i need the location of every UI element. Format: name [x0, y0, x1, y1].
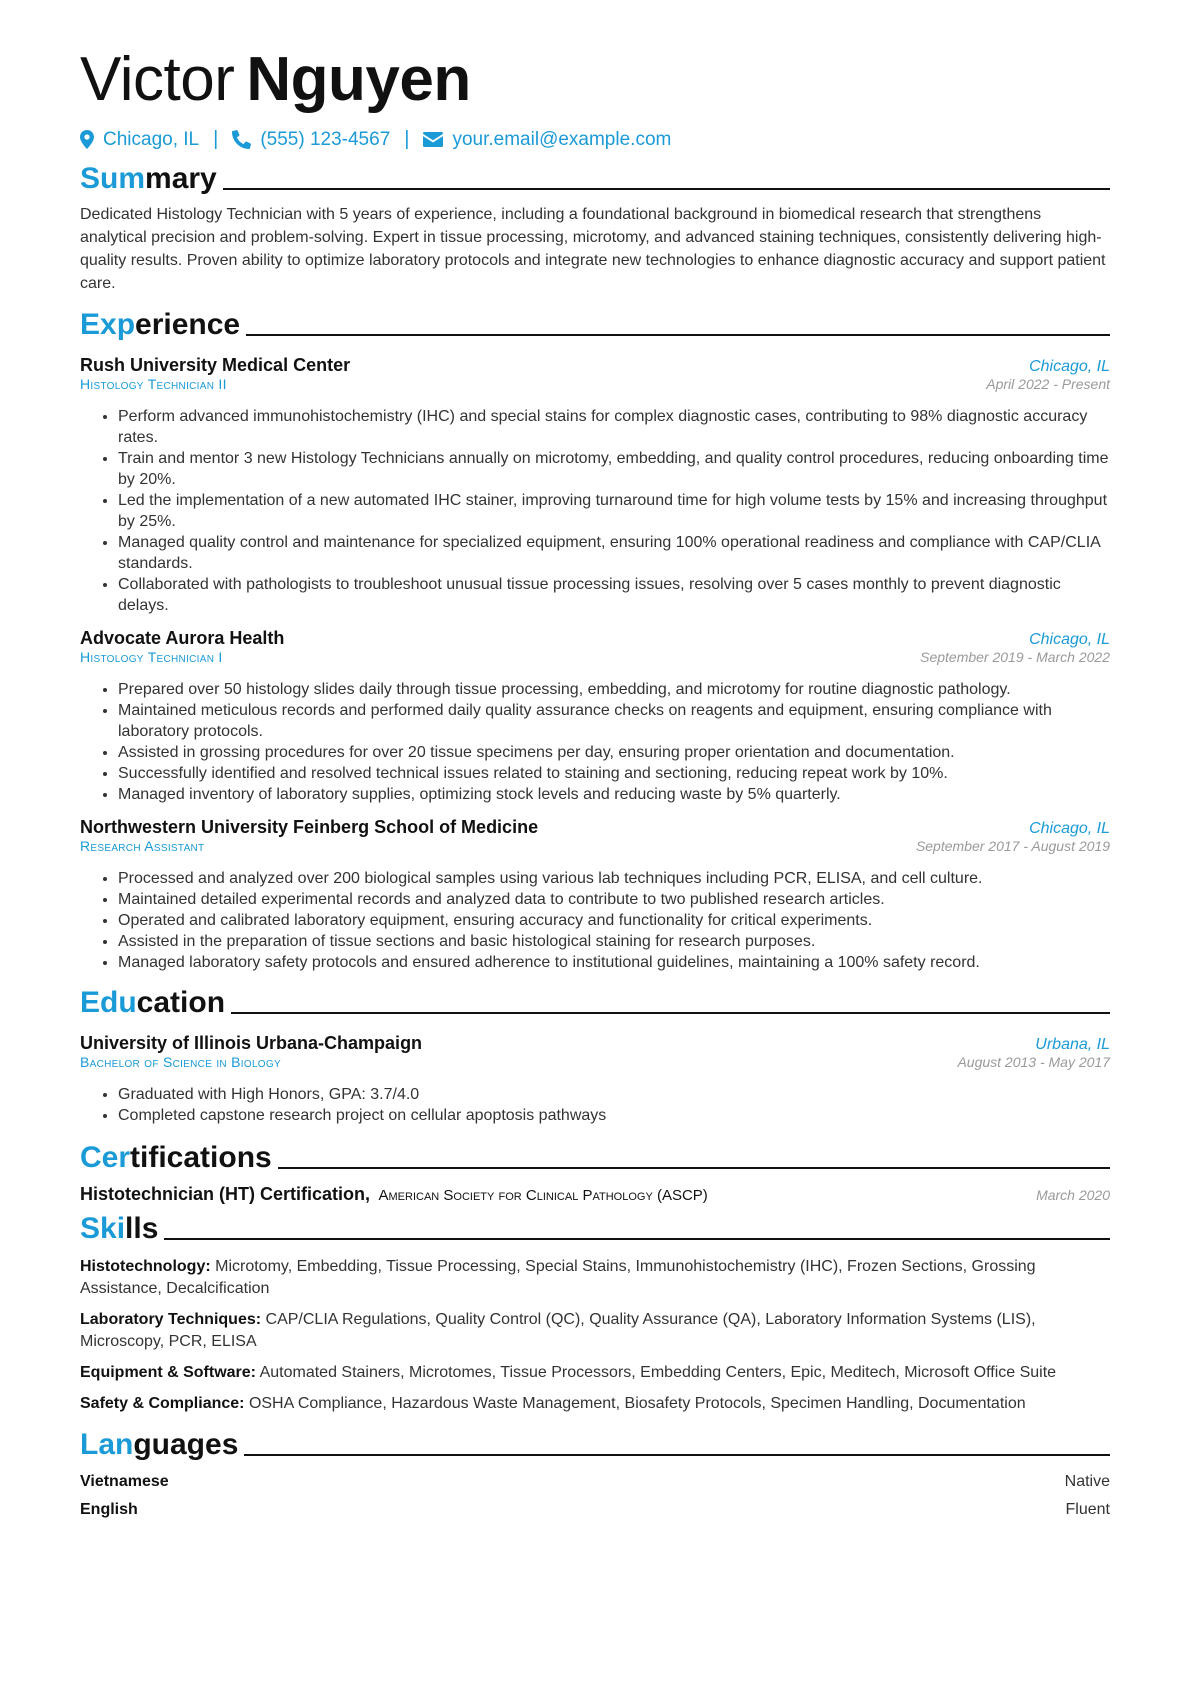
job-location: Chicago, IL [1029, 631, 1110, 648]
certifications-section-heading [80, 1140, 1110, 1176]
bullet-item: • Managed inventory of laboratory supplies, optimizing stock levels and reducing waste by 5% quarterly. [118, 784, 1110, 805]
skill-values: Automated Stainers, Microtomes, Tissue Processors, Embedding Centers, Epic, Meditech, Microsoft Office Suite [259, 1364, 1057, 1381]
section-title: Summary [80, 162, 217, 195]
languages-section-heading [80, 1427, 1110, 1463]
employer-name: Northwestern University Feinberg School of Medicine [80, 817, 539, 837]
language-level: Fluent [1065, 1501, 1110, 1518]
section-rule [244, 1454, 1110, 1456]
education-entry [80, 1033, 1110, 1126]
section-rule [246, 334, 1110, 336]
bullet-item: • Train and mentor 3 new Histology Technicians annually on microtomy, embedding, and quality control procedures, reducing onboarding time by 20%. [118, 448, 1110, 490]
email-text: your.email@example.com [452, 128, 672, 150]
bullet-item: • Completed capstone research project on cellular apoptosis pathways [118, 1105, 1110, 1126]
job-title: Histology Technician I [80, 649, 223, 665]
job-bullets [80, 868, 1110, 973]
section-title: Experience [80, 308, 241, 341]
bullet-item: • Managed quality control and maintenance for specialized equipment, ensuring 100% operational readiness and compliance with CAP/CLIA standards. [118, 532, 1110, 574]
certification-date: March 2020 [1036, 1187, 1110, 1203]
candidate-name [80, 44, 1110, 116]
skills-section-heading [80, 1211, 1110, 1247]
bullet-item: • Led the implementation of a new automated IHC stainer, improving turnaround time for high volume tests by 15% and increasing throughput by 25%. [118, 490, 1110, 532]
contact-email[interactable] [423, 129, 671, 151]
section-title: Skills [80, 1212, 159, 1245]
job-dates: September 2019 - March 2022 [920, 649, 1110, 665]
map-pin-icon [80, 130, 94, 149]
bullet-item: • Maintained detailed experimental records and analyzed data to contribute to two published research articles. [118, 889, 1110, 910]
bullet-item: • Managed laboratory safety protocols and ensured adherence to institutional guidelines, maintaining a 100% safety record. [118, 952, 1110, 973]
skill-line [80, 1362, 1110, 1384]
section-title: Certifications [80, 1141, 272, 1174]
job-location: Chicago, IL [1029, 358, 1110, 375]
contact-phone[interactable] [232, 129, 390, 151]
school-location: Urbana, IL [1035, 1036, 1110, 1053]
employer-name: Rush University Medical Center [80, 355, 351, 375]
education-section-heading [80, 985, 1110, 1021]
employer-name: Advocate Aurora Health [80, 628, 285, 648]
section-rule [231, 1012, 1110, 1014]
contact-separator: | [213, 128, 219, 150]
certification-issuer: American Society for Clinical Pathology (ASCP) [378, 1187, 708, 1204]
bullet-item: • Assisted in the preparation of tissue sections and basic histological staining for research purposes. [118, 931, 1110, 952]
experience-section-heading [80, 307, 1110, 343]
contact-bar [80, 128, 1110, 151]
section-rule [164, 1238, 1110, 1240]
certification-entry [80, 1184, 1110, 1205]
skill-line [80, 1256, 1110, 1300]
skill-values: CAP/CLIA Regulations, Quality Control (QC), Quality Assurance (QA), Laboratory Information Systems (LIS), Microscopy, PCR, ELISA [80, 1311, 1036, 1350]
education-bullets [80, 1084, 1110, 1126]
skill-line [80, 1393, 1110, 1415]
certification-comma: , [365, 1184, 371, 1204]
job-title: Research Assistant [80, 838, 205, 854]
skill-category: Equipment & Software: [80, 1364, 257, 1381]
job-title: Histology Technician II [80, 376, 227, 392]
bullet-item: • Maintained meticulous records and performed daily quality assurance checks on reagents and equipment, ensuring compliance with laboratory protocols. [118, 700, 1110, 742]
bullet-item: • Graduated with High Honors, GPA: 3.7/4.0 [118, 1084, 1110, 1105]
section-title: Education [80, 986, 226, 1019]
section-rule [278, 1167, 1110, 1169]
bullet-item: • Assisted in grossing procedures for over 20 tissue specimens per day, ensuring proper orientation and documentation. [118, 742, 1110, 763]
section-rule [223, 188, 1110, 190]
job-entry [80, 355, 1110, 616]
skill-line [80, 1309, 1110, 1353]
skill-values: OSHA Compliance, Hazardous Waste Management, Biosafety Protocols, Specimen Handling, Documentation [248, 1395, 1026, 1412]
language-row [80, 1473, 1110, 1491]
language-name: English [80, 1501, 138, 1518]
skill-category: Safety & Compliance: [80, 1395, 245, 1412]
degree: Bachelor of Science in Biology [80, 1054, 281, 1070]
job-bullets [80, 406, 1110, 616]
job-dates: September 2017 - August 2019 [915, 838, 1110, 854]
last-name: Nguyen [246, 45, 471, 114]
bullet-item: • Collaborated with pathologists to troubleshoot unusual tissue processing issues, resolving over 5 cases monthly to prevent diagnostic delays. [118, 574, 1110, 616]
summary-text: Dedicated Histology Technician with 5 years of experience, including a foundational background in biomedical research that strengthens analytical precision and problem-solving. Expert in tissue processing, microtomy, and advanced staining techniques, consistently delivering high-quality results. Proven ability to optimize laboratory protocols and integrate new technologies to enhance diagnostic accuracy and support patient care. [80, 206, 1106, 292]
contact-separator: | [404, 128, 410, 150]
bullet-item: • Perform advanced immunohistochemistry (IHC) and special stains for complex diagnostic cases, contributing to 98% diagnostic accuracy rates. [118, 406, 1110, 448]
job-location: Chicago, IL [1029, 820, 1110, 837]
bullet-item: • Prepared over 50 histology slides daily through tissue processing, embedding, and microtomy for routine diagnostic pathology. [118, 679, 1110, 700]
job-dates: April 2022 - Present [986, 376, 1110, 392]
language-row [80, 1501, 1110, 1519]
envelope-icon [423, 132, 443, 147]
bullet-item: • Processed and analyzed over 200 biological samples using various lab techniques including PCR, ELISA, and cell culture. [118, 868, 1110, 889]
bullet-item: • Successfully identified and resolved technical issues related to staining and sectioning, reducing repeat work by 10%. [118, 763, 1110, 784]
language-name: Vietnamese [80, 1473, 169, 1490]
first-name: Victor [80, 45, 235, 114]
job-entry [80, 817, 1110, 973]
phone-icon [232, 130, 251, 149]
job-bullets [80, 679, 1110, 805]
skill-category: Histotechnology: [80, 1258, 211, 1275]
bullet-item: • Operated and calibrated laboratory equipment, ensuring accuracy and functionality for critical experiments. [118, 910, 1110, 931]
school-name: University of Illinois Urbana-Champaign [80, 1033, 423, 1053]
skill-category: Laboratory Techniques: [80, 1311, 262, 1328]
certification-name: Histotechnician (HT) Certification [80, 1184, 366, 1204]
section-title: Languages [80, 1428, 239, 1461]
skill-values: Microtomy, Embedding, Tissue Processing, Special Stains, Immunohistochemistry (IHC), Frozen Sections, Grossing Assistance, Decalcification [80, 1258, 1036, 1297]
phone-text: (555) 123-4567 [260, 128, 391, 150]
summary-section-heading [80, 161, 1110, 197]
language-level: Native [1064, 1473, 1110, 1490]
contact-location [80, 129, 199, 151]
job-entry [80, 628, 1110, 805]
location-text: Chicago, IL [103, 128, 200, 150]
education-dates: August 2013 - May 2017 [957, 1054, 1110, 1070]
